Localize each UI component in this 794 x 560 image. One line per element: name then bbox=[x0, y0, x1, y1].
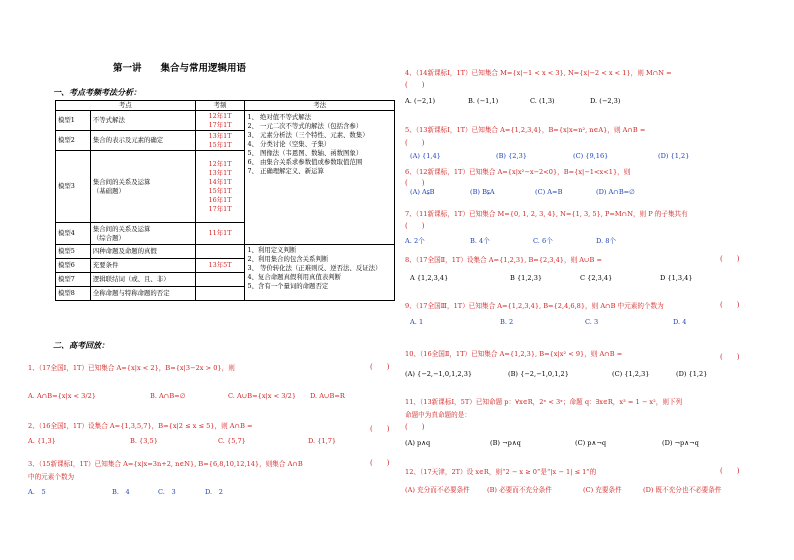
model-point: 集合间的关系及运算 （综合题） bbox=[90, 223, 195, 245]
method-item: 5、 图像法（韦恩图、数轴、函数图象） bbox=[247, 149, 363, 157]
answer-paren: ( ) bbox=[405, 222, 425, 230]
option-d: D. 4 bbox=[673, 318, 687, 326]
table-header-freq: 考频 bbox=[195, 101, 245, 111]
model-label: 模型8 bbox=[56, 287, 91, 301]
section-heading-analysis: 一、考点考频考法分析： bbox=[53, 88, 141, 97]
answer-paren: ( ) bbox=[370, 363, 390, 371]
model-point: 集合的表示及元素的确定 bbox=[90, 131, 195, 151]
option-c: C. {5,7} bbox=[218, 437, 246, 445]
model-freq bbox=[195, 287, 245, 301]
option-b: (B) B⫋A bbox=[470, 188, 495, 196]
model-freq: 13年5T bbox=[195, 259, 245, 273]
option-b: (B) {2,3} bbox=[496, 152, 527, 160]
answer-paren: ( ) bbox=[405, 139, 425, 147]
option-a: (A) {1,4} bbox=[410, 152, 441, 160]
table-header-row bbox=[56, 101, 395, 111]
question-stem: 4、（14新课标Ⅰ，1T）已知集合 M={x|−1 < x < 3}, N={x|−2 < x < 1}，则 M∩N = bbox=[405, 69, 672, 77]
option-a: (A) A⫋B bbox=[410, 188, 435, 196]
model-point: 四种命题及命题的真假 bbox=[90, 245, 195, 259]
model-label: 模型5 bbox=[56, 245, 91, 259]
option-d: D. (−2,3) bbox=[590, 97, 621, 105]
option-c: (C) {9,16} bbox=[573, 152, 609, 160]
answer-paren: ( ) bbox=[720, 301, 740, 309]
option-d: (D) {1,2} bbox=[658, 152, 690, 160]
option-a: A. 1 bbox=[410, 318, 424, 326]
model-point: 全称命题与特称命题的否定 bbox=[90, 287, 195, 301]
method-item: 7、 正确理解定义、新运算 bbox=[247, 167, 324, 175]
option-d: (D) A∩B=∅ bbox=[596, 188, 635, 196]
option-d: (D) ¬p∧¬q bbox=[662, 439, 699, 447]
question-stem: 12、（17天津，2T）设 x∈R，则“2 − x ≥ 0”是“|x − 1| ≤ 1”的 bbox=[405, 468, 597, 476]
option-c: (C) p∧¬q bbox=[575, 439, 607, 447]
model-freq: 13年1T 15年1T bbox=[195, 131, 245, 151]
answer-paren: ( ) bbox=[720, 255, 740, 263]
option-d: D. {1,7} bbox=[308, 437, 337, 445]
methods-cell-b bbox=[245, 245, 395, 301]
option-a: A. 5 bbox=[28, 488, 46, 496]
option-b: (B) ¬p∧q bbox=[490, 439, 521, 447]
option-c: C. 3 bbox=[158, 488, 176, 496]
option-a: (A) 充分而不必要条件 bbox=[405, 486, 470, 494]
method-item: 2、 一元二次不等式的解法（包括含参） bbox=[247, 122, 363, 130]
model-label: 模型1 bbox=[56, 111, 91, 131]
answer-paren: ( ) bbox=[720, 467, 740, 475]
model-freq: 12年1T 13年1T 14年1T 15年1T 16年1T 17年1T bbox=[195, 151, 245, 223]
method-item: 4、复合命题真假利用真值表判断 bbox=[247, 273, 342, 281]
option-a: (A) {−2,−1,0,1,2,3} bbox=[405, 370, 473, 378]
table-header-point: 考点 bbox=[56, 101, 196, 111]
answer-paren: ( ) bbox=[370, 459, 390, 467]
question-stem: 11、（13新课标Ⅰ，5T）已知命题 p：∀x∈R，2ˣ < 3ˣ；命题 q：∃x∈R，x³ = 1 − x²，则下列 bbox=[405, 398, 683, 406]
question-stem: 10、（16全国Ⅱ，1T）已知集合 A={1,2,3}, B={x|x² < 9}，则 A∩B = bbox=[405, 350, 623, 358]
question-stem: 3、（15新课标Ⅰ，1T）已知集合 A={x|x=3n+2, n∈N}, B={6,8,10,12,14}，则集合 A∩B bbox=[28, 460, 303, 468]
model-point: 逻辑联结词（或、且、非） bbox=[90, 273, 195, 287]
option-b: B {1,2,3} bbox=[510, 274, 543, 282]
option-c: C {2,3,4} bbox=[580, 274, 613, 282]
method-item: 6、 由集合关系求参数值或参数取值范围 bbox=[247, 158, 363, 166]
model-point: 充要条件 bbox=[90, 259, 195, 273]
option-b: B. 4 bbox=[112, 488, 130, 496]
page-title: 第一讲 集合与常用逻辑用语 bbox=[113, 63, 247, 74]
methods-cell-a bbox=[245, 111, 395, 245]
method-item: 5、含有一个量词的命题否定 bbox=[247, 282, 329, 290]
question-stem: 2、（16全国Ⅰ，1T）设集合 A={1,3,5,7}，B={x|2 ≤ x ≤ 5}，则 A∩B = bbox=[28, 422, 253, 430]
model-freq: 11年1T bbox=[195, 223, 245, 245]
question-stem-line2: 命题中为真命题的是： bbox=[405, 411, 471, 419]
section-heading-review: 二、高考回放： bbox=[53, 341, 109, 350]
question-stem: 6、（12新课标，1T）已知集合 A={x|x²−x−2<0}，B={x|−1<x<1}，则 bbox=[405, 168, 631, 176]
option-a: A {1,2,3,4} bbox=[410, 274, 449, 282]
method-item: 2、利用集合的包含关系判断 bbox=[247, 255, 329, 263]
question-stem: 7、（11新课标，1T）已知集合 M={0, 1, 2, 3, 4}, N={1, 3, 5}, P=M∩N，则 P 的子集共有 bbox=[405, 210, 688, 218]
table-header-method: 考法 bbox=[245, 101, 395, 111]
option-b: B. (−1,1) bbox=[468, 97, 499, 105]
method-item: 1、 绝对值不等式解法 bbox=[247, 113, 312, 121]
option-d: (D) {1,2} bbox=[676, 370, 708, 378]
option-d: (D) 既不充分也不必要条件 bbox=[643, 486, 722, 494]
model-freq bbox=[195, 273, 245, 287]
answer-paren: ( ) bbox=[370, 425, 390, 433]
answer-paren: ( ) bbox=[405, 179, 425, 187]
answer-paren: ( ) bbox=[405, 423, 425, 431]
model-freq: 12年1T 17年1T bbox=[195, 111, 245, 131]
option-c: (C) A=B bbox=[535, 188, 563, 196]
question-stem: 9、（17全国Ⅲ，1T）已知集合 A={1,2,3,4}, B={2,4,6,8}，则 A∩B 中元素的个数为 bbox=[405, 302, 664, 310]
option-d: D. 8个 bbox=[596, 237, 617, 245]
option-b: (B) {−2,−1,0,1,2} bbox=[508, 370, 569, 378]
question-stem: 8、（17全国Ⅱ，1T）设集合 A={1,2,3}, B={2,3,4}，则 A∪B = bbox=[405, 256, 603, 264]
option-b: B. A∩B=∅ bbox=[150, 392, 186, 400]
option-b: B. 4个 bbox=[470, 237, 490, 245]
model-label: 模型7 bbox=[56, 273, 91, 287]
analysis-table bbox=[55, 100, 395, 301]
model-label: 模型2 bbox=[56, 131, 91, 151]
model-freq bbox=[195, 245, 245, 259]
option-b: B. {3,5} bbox=[130, 437, 158, 445]
option-d: D {1,3,4} bbox=[660, 274, 693, 282]
answer-paren: ( ) bbox=[405, 81, 425, 89]
model-label: 模型4 bbox=[56, 223, 91, 245]
option-c: C. 3 bbox=[585, 318, 599, 326]
model-label: 模型6 bbox=[56, 259, 91, 273]
answer-paren: ( ) bbox=[720, 353, 740, 361]
option-d: D. A∪B=R bbox=[310, 392, 345, 400]
model-point: 集合间的关系及运算 （基础题） bbox=[90, 151, 195, 223]
table-row bbox=[56, 111, 395, 131]
option-c: C. (1,3) bbox=[530, 97, 555, 105]
option-b: B. 2 bbox=[500, 318, 514, 326]
method-item: 3、 等价转化法（正难则反、逆否法、反证法） bbox=[247, 264, 382, 272]
method-item: 4、 分类讨论（空集、子集） bbox=[247, 140, 331, 148]
method-item: 3、 元素分析法（三个特性、元素、数集） bbox=[247, 131, 369, 139]
option-a: A. (−2,1) bbox=[405, 97, 436, 105]
option-b: (B) 必要而不充分条件 bbox=[487, 486, 552, 494]
option-a: A. 2个 bbox=[405, 237, 425, 245]
option-d: D. 2 bbox=[205, 488, 223, 496]
model-point: 不等式解法 bbox=[90, 111, 195, 131]
option-a: (A) p∧q bbox=[405, 439, 431, 447]
option-a: A. {1,3} bbox=[28, 437, 56, 445]
model-label: 模型3 bbox=[56, 151, 91, 223]
option-c: (C) 充要条件 bbox=[583, 486, 622, 494]
option-c: C. 6个 bbox=[533, 237, 553, 245]
question-stem: 1、（17全国Ⅰ，1T）已知集合 A={x|x < 2}，B={x|3−2x > 0}，则 bbox=[28, 364, 235, 372]
table-row bbox=[56, 245, 395, 259]
option-a: A. A∩B={x|x < 3/2} bbox=[28, 392, 96, 400]
option-c: (C) {1,2,3} bbox=[612, 370, 650, 378]
question-stem-line2: 中的元素个数为 bbox=[28, 473, 75, 481]
question-stem: 5、（13新课标Ⅰ，1T）已知集合 A={1,2,3,4}，B={x|x=n², n∈A}，则 A∩B = bbox=[405, 126, 646, 134]
option-c: C. A∪B={x|x < 3/2} bbox=[228, 392, 297, 400]
method-item: 1、利用定义判断 bbox=[247, 246, 297, 254]
